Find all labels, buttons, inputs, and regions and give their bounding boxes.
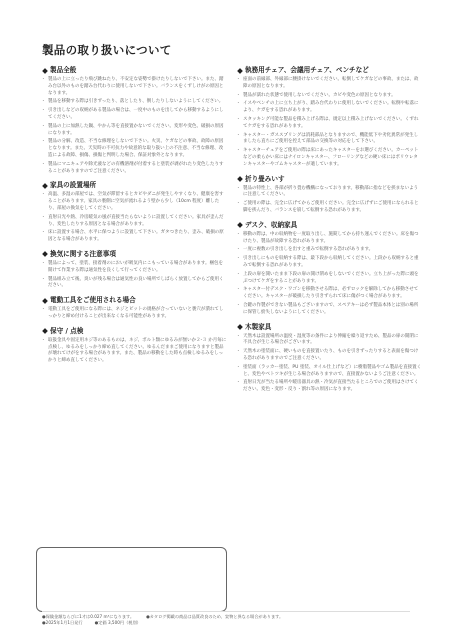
section-heading bbox=[237, 221, 422, 230]
footer-issue-date: ●2025年1月1日発行 bbox=[42, 620, 83, 626]
list-item: ・ 製品によって、塗装、接着剤のにおいが吸気内にこもっている場合があります。梱包を開けて作業する際は通気性を良くして行ってください。 bbox=[42, 261, 227, 275]
footer-divider bbox=[42, 611, 410, 612]
list-item: ・ 移動の際は、中の収納物を一度取り出し、施錠してから持ち運んでください。床を傷つけたり、製品が故障する恐れがあります。 bbox=[237, 232, 422, 246]
section bbox=[237, 221, 422, 317]
section-heading-text: 家具の設置場所 bbox=[50, 181, 97, 190]
list-item: ・ 引き出しにものを収納する際は、最下段から収納してください。上段から収納すると重みで転倒する恐れがあります。 bbox=[237, 256, 422, 270]
section bbox=[42, 250, 227, 290]
list-item: ・ 直射日光が当たる場所や暖房器具の熱・冷気が直接当たるところでのご使用はさけてください。変色・変形・反り・割れ等の原因になります。 bbox=[237, 380, 422, 394]
list-item: ・ 製品の分解、改造、不当な修理をしないで下さい。火災、ケガなどの事故、故障の原因となります。また、天災時の不可抗力や故意的な取り扱い上の不注意、不当な修理、改造による故障、損傷、損傷と判明した場合、保証対象外となります。 bbox=[42, 139, 227, 159]
section-heading-text: デスク、収納家具 bbox=[245, 220, 298, 229]
list-item: ・ 床に設置する場合、水平に保つように設置して下さい。ガタつきたり、歪み、破損の原因となる場合があります。 bbox=[42, 230, 227, 244]
section bbox=[42, 327, 227, 365]
list-item: ・ 高温、多湿の部屋では、空気が滞留するとカビやダニが発生しやすくなり、健康を害することがあります。家具の裏側に空気が流れるよう壁から少し（10cm 程度）離したり、部屋の換気をしてください。 bbox=[42, 192, 227, 212]
section-heading bbox=[237, 323, 422, 332]
section bbox=[237, 175, 422, 215]
list-item: ・ 天然木の塗装面に、硬いものを直接置いたり、ものを引きずったりすると表面を傷つける恐れがありますのでご注意ください。 bbox=[237, 349, 422, 363]
section-heading-text: 折り畳みいす bbox=[245, 174, 285, 183]
section-heading-text: 換気に関する注意事項 bbox=[50, 249, 116, 258]
footer-row-2 bbox=[42, 620, 422, 626]
section bbox=[237, 66, 422, 169]
list-item: ・ 製品が濡れた状態で使用しないでください。カビや変色の原因となります。 bbox=[237, 93, 422, 100]
section-heading bbox=[42, 181, 227, 190]
list-item: ・ 製品組み立て後、臭いが残る場合は通気性の良い場所でしばらく放置してからご使用ください。 bbox=[42, 277, 227, 291]
section bbox=[42, 181, 227, 244]
list-item: ・ スタッキング可能な製品を積み上げる際は、規定以上積み上げないでください。くずれてケガをする恐れがあります。 bbox=[237, 117, 422, 131]
section-heading-text: 保守 / 点検 bbox=[50, 326, 84, 335]
section-heading bbox=[42, 250, 227, 259]
section-heading bbox=[42, 296, 227, 305]
blank-note-box bbox=[36, 547, 227, 612]
list-item: ・ 座面の前縁部、外縁部に腰掛けないでください。転倒してケガなどの事故、または、故障の原因となります。 bbox=[237, 77, 422, 91]
section bbox=[42, 296, 227, 321]
diamond-bullet-icon bbox=[237, 176, 243, 182]
list-item: ・ キャスター付デスク・ワゴンを移動させる際は、必ずロックを解除してから移動させてください。キャスターが破損したり引きずられて床に傷がつく場合があります。 bbox=[237, 287, 422, 301]
list-item: ・ 塗装面（ラッカー塗装、PU 塗装、オイル仕上げなど）に樹脂製品やゴム製品を直接置くと、変色やベトツキが生じる場合がありますので、直接置かないようご注意ください。 bbox=[237, 365, 422, 379]
section-heading bbox=[42, 66, 227, 75]
diamond-bullet-icon bbox=[237, 324, 243, 330]
list-item: ・ 引き出しなどの収納がある製品の場合は、一度中のものを出してから移動するようにしてください。 bbox=[42, 108, 227, 122]
section bbox=[237, 323, 422, 394]
section-heading-text: 電動工具をご使用される場合 bbox=[50, 296, 136, 305]
diamond-bullet-icon bbox=[42, 183, 48, 189]
list-item: ・ 製品の上に立ったり飛び跳ねたり、不安定な姿勢で掛けたりしないで下さい。また、踏み台以外のものを踏み台代わりに使用しないで下さい。バランスをくずしけがの原因となります。 bbox=[42, 77, 227, 97]
list-item: ・ 一度に複数の引き出しを出すと重みで転倒する恐れがあります。 bbox=[237, 247, 422, 254]
page-title: 製品の取り扱いについて bbox=[42, 43, 172, 57]
list-item: ・ 電動工具をご使用になる際には、ネジとビットの規格が合っていないと裏穴が潰れてしっかりと締め付けることが出来なくなる可能性があります。 bbox=[42, 307, 227, 321]
list-item: ・ 上段の扉を開いたまま下段の扉の開け閉めをしないでください。立ち上がった際に頭をぶつけてケガをすることがあります。 bbox=[237, 272, 422, 286]
section-heading bbox=[237, 175, 422, 184]
diamond-bullet-icon bbox=[42, 298, 48, 304]
diamond-bullet-icon bbox=[237, 68, 243, 74]
footer-note-volume: ●保険金額ならびに1才は0.027 m³になります。 bbox=[42, 614, 135, 619]
section-heading bbox=[237, 66, 422, 75]
list-item: ・ 製品の上に加熱した鍋、やかん等を直接置かないでください。変形や変色、破損の原因になります。 bbox=[42, 124, 227, 138]
section-heading-text: 製品全般 bbox=[50, 66, 77, 74]
section-heading-text: 木製家具 bbox=[245, 322, 272, 331]
list-item: ・ 製品を移動する際は引きずったり、落としたり、倒したりしないようにしてください。 bbox=[42, 99, 227, 106]
list-item: ・ キャスターチェアをご使用の際は床にあったキャスターをお選びください。カーペットなどの柔らかい床にはナイロンキャスター、フローリングなどの硬い床にはポリウレタンキャスターやゴムキャスターが適しています。 bbox=[237, 148, 422, 168]
diamond-bullet-icon bbox=[237, 222, 243, 228]
right-column bbox=[237, 66, 422, 400]
list-item: ・ ご使用の際は、完全に広げてからご使用ください。完全に広げずにご使用になられると脚を挟んだり、バランスを崩して転倒する恐れがあります。 bbox=[237, 201, 422, 215]
list-item: ・ 製品にマニキュアや除光液などの有機溶剤が付着すると塗装が剥がれたり変色したりすることがありますのでご注意ください。 bbox=[42, 162, 227, 176]
list-item: ・ 製品の特性上、各部が折り畳む機構になっております。移動部に指などを挟まないように注意してください。 bbox=[237, 186, 422, 200]
footer bbox=[42, 614, 422, 626]
list-item: ・ 合鍵の作製ができない製品もございますので、スペアキーは必ず製品本体とは別の場所に保管し紛失しないようにしてください。 bbox=[237, 303, 422, 317]
list-item: ・ 直射日光や熱、冷房暖気の風が直接当たらないように設置してください。家具が歪んだり、変色したりする原因となる場合があります。 bbox=[42, 215, 227, 229]
list-item: ・ イスやベンチの上に立ち上がり、踏み台代わりに使用しないでください。転倒や転落により、ケガをする恐れがあります。 bbox=[237, 101, 422, 115]
section bbox=[42, 66, 227, 175]
diamond-bullet-icon bbox=[42, 252, 48, 258]
diamond-bullet-icon bbox=[42, 68, 48, 74]
section-heading-text: 執務用チェア、会議用チェア、ベンチなど bbox=[245, 66, 369, 74]
footer-note-product: ●カタログ掲載の商品は品質改良のため、実物と異なる場合があります。 bbox=[146, 614, 284, 619]
footer-price: ●定価 3,500円（税別） bbox=[94, 620, 141, 626]
left-column bbox=[42, 66, 227, 371]
list-item: ・ 天然木は設置場所の温度・湿度等の条件により伸縮を繰り返すため、製品の扉の開閉に不具合が生じる場合がございます。 bbox=[237, 334, 422, 348]
list-item: ・ 取扱金具や固定用ネジ等のあるものは、ネジ、ボルト類にゆるみが無いか２-３ か月毎に点検し、ゆるみをしっかり締め直してください。ゆるんだままご使用になりますと製品が壊れてけがをする場合があります。また、製品の移動をした時も点検しゆるみをしっかりと締め直してください。 bbox=[42, 338, 227, 365]
diamond-bullet-icon bbox=[42, 328, 48, 334]
section-heading bbox=[42, 327, 227, 336]
list-item: ・ キャスター・ガススプリングは消耗部品となりますので、機能低下や劣化異常が発生しましたら直ちにご使用を控えて部品の交換等の対応をして下さい。 bbox=[237, 133, 422, 147]
